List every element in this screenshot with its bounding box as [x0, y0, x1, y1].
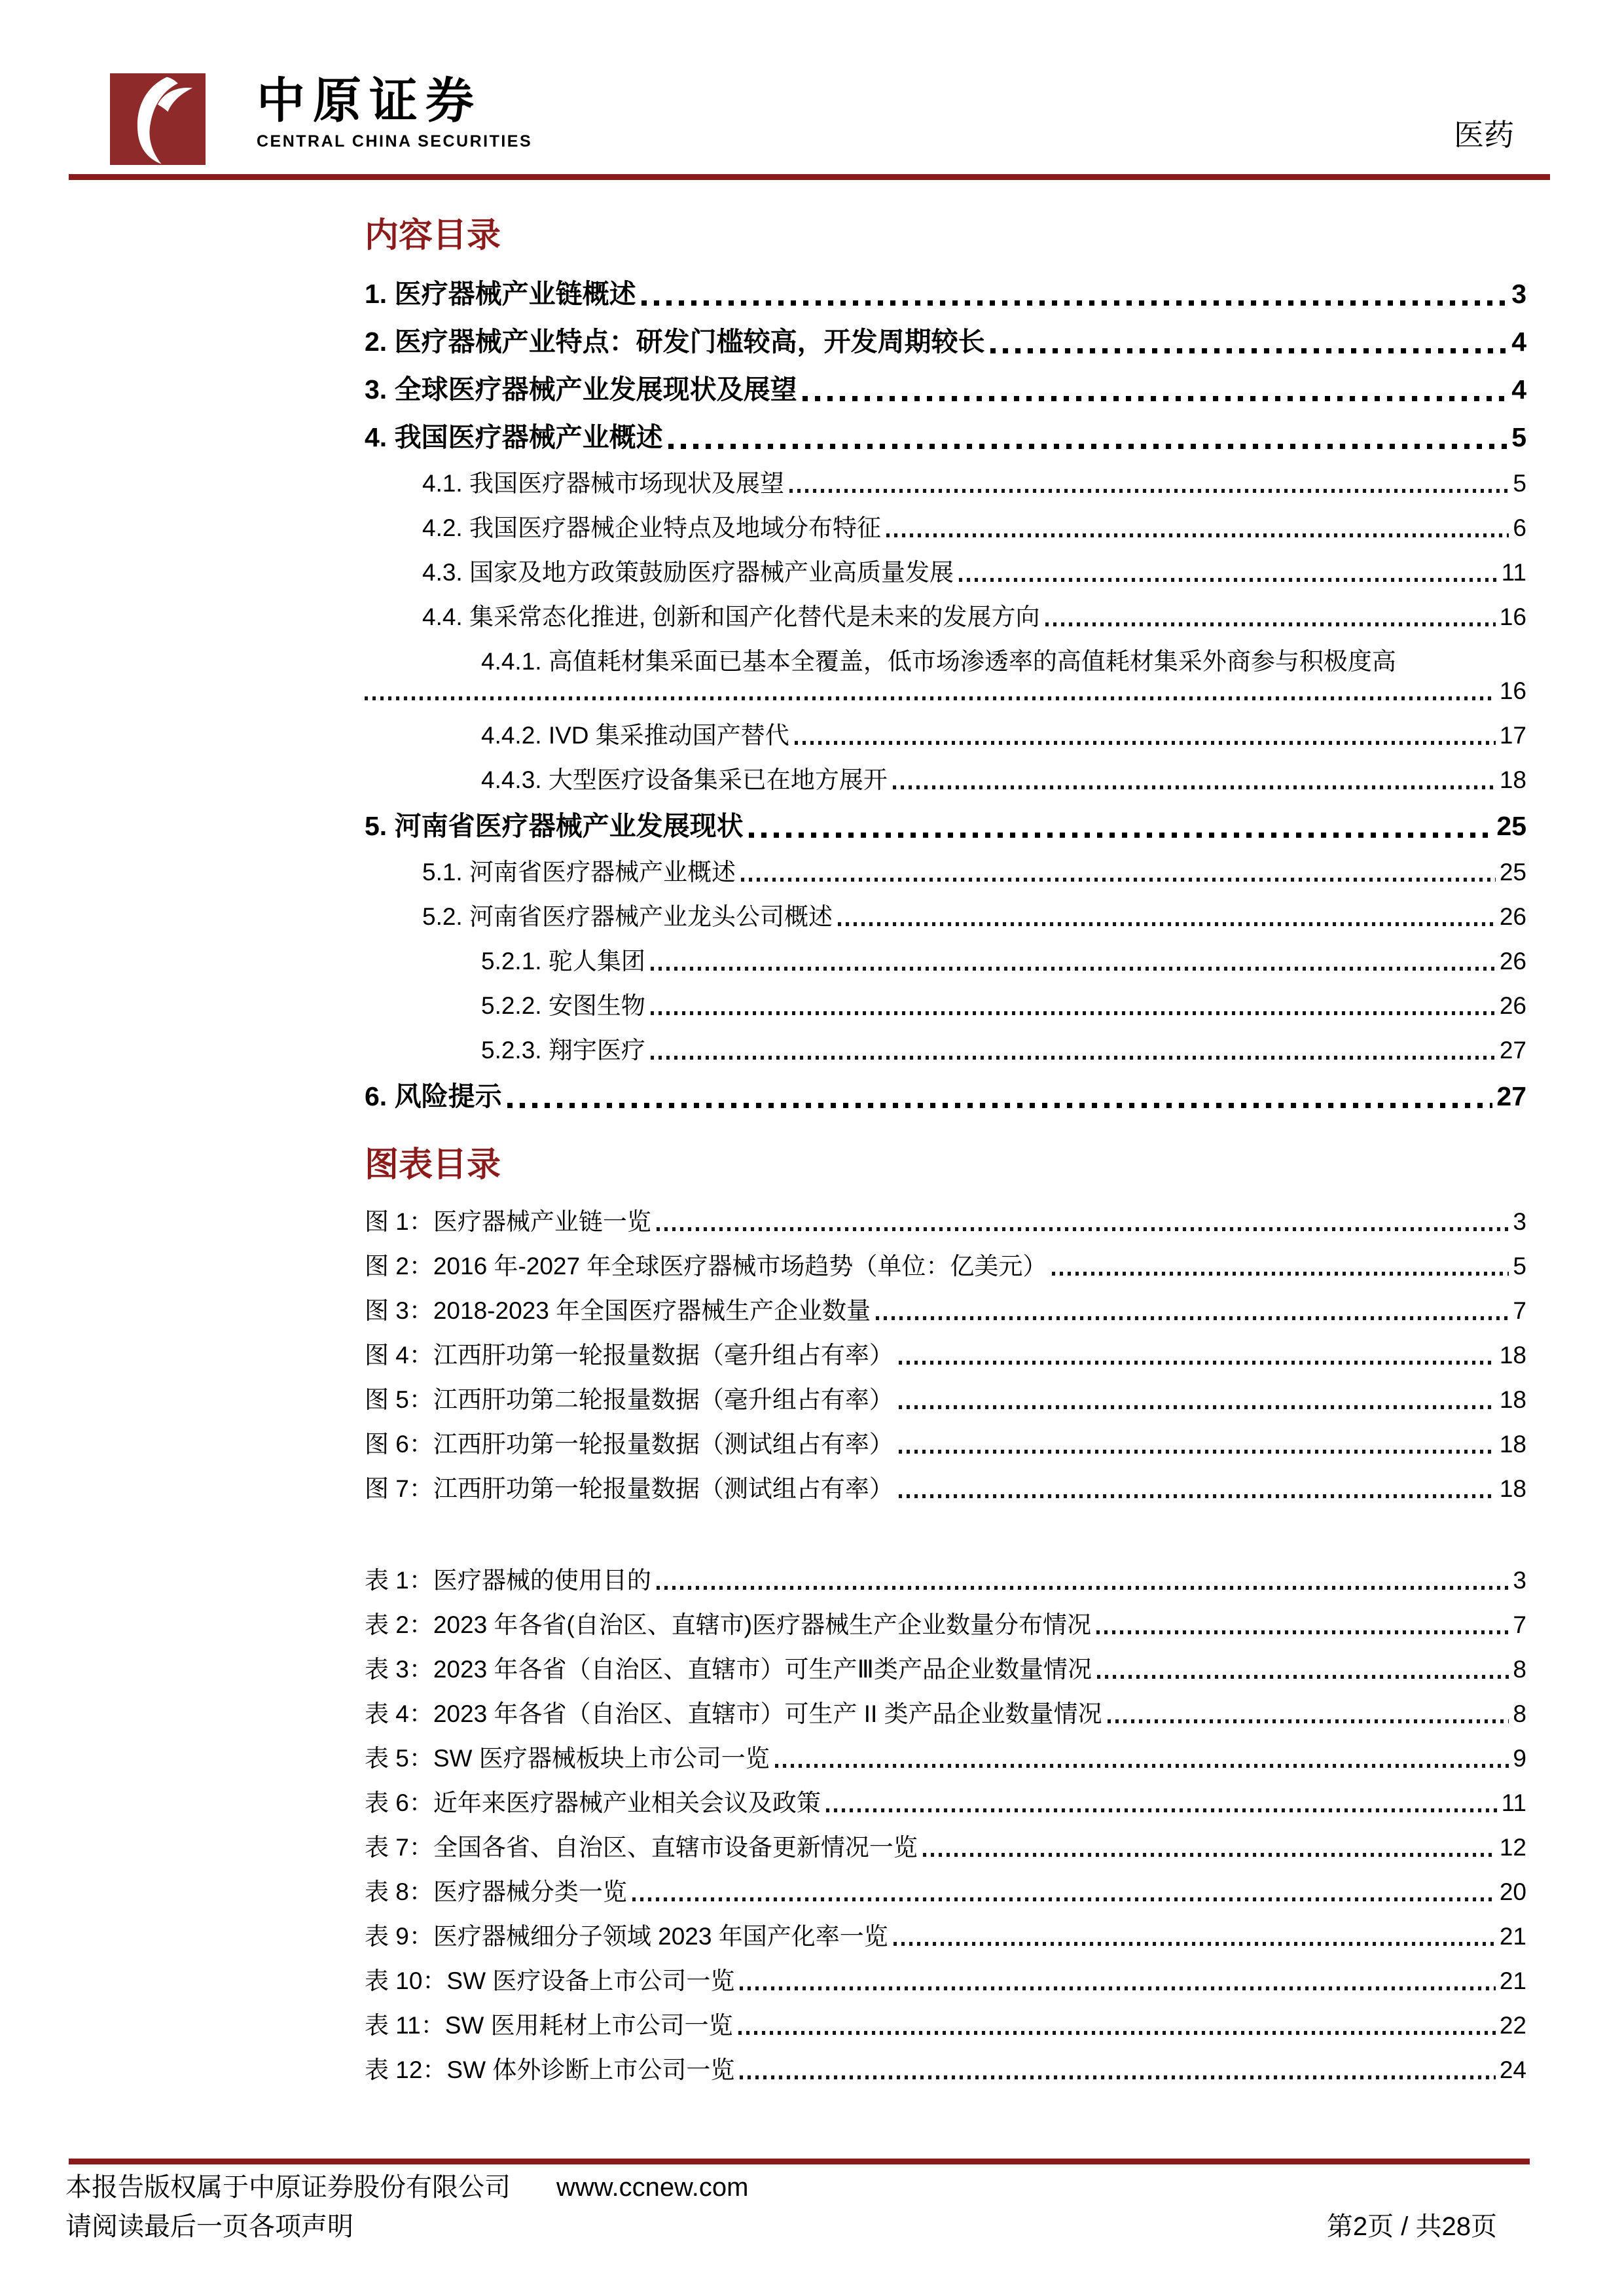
- figure-entry: [365, 1296, 1526, 1325]
- figure-entry: [365, 1251, 1526, 1281]
- table-entry: [365, 2011, 1526, 2040]
- figure-entry: [365, 1385, 1526, 1414]
- toc-entry-label: 4.4.2. IVD 集采推动国产替代: [481, 722, 789, 749]
- dot-leader: [959, 578, 1498, 582]
- toc-entry: [365, 278, 1526, 310]
- table-entry-page: 7: [1513, 1611, 1526, 1638]
- toc-entry: [365, 558, 1526, 587]
- table-entry-label: 表 12：SW 体外诊断上市公司一览: [365, 2056, 735, 2083]
- footer-left-block: [65, 2170, 748, 2244]
- toc-entry-page: 4: [1511, 374, 1526, 404]
- dot-leader: [740, 2075, 1496, 2079]
- dot-leader: [990, 348, 1508, 353]
- toc-entry: [365, 325, 1526, 358]
- dot-leader: [657, 1227, 1509, 1231]
- dot-leader: [741, 878, 1496, 882]
- figure-entry-page: 5: [1513, 1253, 1526, 1280]
- toc-entry-label: 4.4.1. 高值耗材集采面已基本全覆盖，低市场渗透率的高值耗材集采外商参与积极度高: [481, 648, 1396, 675]
- dot-leader: [775, 1764, 1509, 1768]
- table-entry-page: 8: [1513, 1700, 1526, 1727]
- toc-entry-page: 11: [1501, 559, 1526, 586]
- toc-entry-label: 5.2.2. 安图生物: [481, 992, 645, 1019]
- table-entry: [365, 1566, 1526, 1595]
- dot-leader: [899, 1494, 1496, 1498]
- table-entry-label: 表 9：医疗器械细分子领域 2023 年国产化率一览: [365, 1923, 888, 1950]
- phoenix-flame-icon: [110, 73, 206, 165]
- table-entry-label: 表 6：近年来医疗器械产业相关会议及政策: [365, 1789, 821, 1816]
- table-entry: [365, 1966, 1526, 1996]
- toc-entry-page: 25: [1499, 859, 1526, 886]
- toc-entry-label: 4.4. 集采常态化推进, 创新和国产化替代是未来的发展方向: [422, 603, 1040, 630]
- toc-entry-label: 4.2. 我国医疗器械企业特点及地域分布特征: [422, 514, 881, 541]
- figure-entry-label: 图 6：江西肝功第一轮报量数据（测试组占有率）: [365, 1431, 893, 1458]
- toc-entry-page: 25: [1496, 811, 1526, 841]
- table-entry-page: 24: [1499, 2056, 1526, 2083]
- table-entry: [365, 1699, 1526, 1729]
- dot-leader: [1096, 1630, 1509, 1634]
- figure-entry-page: 18: [1499, 1386, 1526, 1413]
- figure-list: [365, 1207, 1526, 1503]
- toc-entry-label: 4.3. 国家及地方政策鼓励医疗器械产业高质量发展: [422, 559, 954, 586]
- company-logo: [110, 73, 206, 165]
- dot-leader: [893, 1942, 1496, 1946]
- figure-entry-label: 图 2：2016 年-2027 年全球医疗器械市场趋势（单位：亿美元）: [365, 1253, 1047, 1280]
- table-entry-label: 表 10：SW 医疗设备上市公司一览: [365, 1967, 735, 1994]
- dot-leader: [641, 300, 1508, 306]
- dot-leader: [899, 1405, 1496, 1409]
- table-entry: [365, 1833, 1526, 1862]
- toc-entry-page: 17: [1499, 722, 1526, 749]
- table-entry-label: 表 3：2023 年各省（自治区、直辖市）可生产Ⅲ类产品企业数量情况: [365, 1656, 1092, 1683]
- brand-name-cn: 中原证券: [257, 75, 482, 128]
- dot-leader: [651, 1056, 1496, 1060]
- figure-entry: [365, 1429, 1526, 1459]
- dot-leader: [789, 489, 1509, 493]
- toc-entry: [365, 902, 1526, 931]
- toc-entry-label: 5.2. 河南省医疗器械产业龙头公司概述: [422, 903, 833, 930]
- table-entry-page: 21: [1499, 1967, 1526, 1994]
- table-entry-label: 表 7：全国各省、自治区、直辖市设备更新情况一览: [365, 1834, 918, 1861]
- toc-entry-label: 3. 全球医疗器械产业发展现状及展望: [365, 374, 797, 404]
- dot-leader: [893, 785, 1496, 789]
- toc-entry-label: 5. 河南省医疗器械产业发展现状: [365, 811, 744, 841]
- table-entry: [365, 1610, 1526, 1640]
- dot-leader: [1108, 1719, 1509, 1723]
- dot-leader: [632, 1897, 1496, 1901]
- dot-leader: [657, 1586, 1509, 1590]
- toc-entry: [365, 602, 1526, 632]
- toc-entry-page: 27: [1496, 1081, 1526, 1111]
- figure-entry-label: 图 3：2018-2023 年全国医疗器械生产企业数量: [365, 1297, 871, 1324]
- toc-entry-page: 5: [1513, 470, 1526, 497]
- toc-entry: [365, 373, 1526, 406]
- dot-leader: [651, 1011, 1496, 1015]
- toc-entry-label: 1. 医疗器械产业链概述: [365, 279, 636, 309]
- table-entry-page: 8: [1513, 1656, 1526, 1683]
- toc-entry: [365, 647, 1526, 706]
- dot-leader: [749, 833, 1493, 838]
- table-entry-page: 20: [1499, 1878, 1526, 1905]
- toc-entry: [365, 1035, 1526, 1065]
- toc-entry: [365, 857, 1526, 887]
- toc-entry-page: 18: [1499, 766, 1526, 793]
- toc-entry: [365, 991, 1526, 1020]
- dot-leader: [365, 696, 1496, 700]
- dot-leader: [507, 1103, 1493, 1108]
- dot-leader: [826, 1808, 1498, 1812]
- toc-entry-page: 26: [1499, 948, 1526, 975]
- brand-block: [257, 76, 532, 151]
- toc-entry: [365, 721, 1526, 750]
- dot-leader: [923, 1853, 1496, 1857]
- dot-leader: [886, 533, 1509, 537]
- toc-entry-label: 2. 医疗器械产业特点：研发门槛较高，开发周期较长: [365, 327, 985, 357]
- toc-entry: [365, 421, 1526, 454]
- toc-entry-label: 5.2.1. 驼人集团: [481, 948, 645, 975]
- table-entry-page: 21: [1499, 1923, 1526, 1950]
- table-entry-label: 表 11：SW 医用耗材上市公司一览: [365, 2012, 733, 2039]
- figure-entry-page: 18: [1499, 1431, 1526, 1458]
- figures-section-title: 图表目录: [365, 1147, 501, 1184]
- footer-divider: [69, 2159, 1530, 2164]
- table-entry-page: 9: [1513, 1745, 1526, 1772]
- dot-leader: [1045, 622, 1496, 626]
- toc-list: [365, 278, 1526, 1113]
- toc-entry: [365, 946, 1526, 976]
- figure-entry-label: 图 5：江西肝功第二轮报量数据（毫升组占有率）: [365, 1386, 893, 1413]
- toc-entry-label: 5.2.3. 翔宇医疗: [481, 1037, 645, 1064]
- table-list: [365, 1566, 1526, 2085]
- footer-copyright-line: [65, 2170, 748, 2204]
- table-entry-label: 表 8：医疗器械分类一览: [365, 1878, 627, 1905]
- brand-name-en: CENTRAL CHINA SECURITIES: [257, 132, 533, 151]
- footer-copyright-text: 本报告版权属于中原证券股份有限公司: [65, 2172, 511, 2202]
- dot-leader: [899, 1450, 1496, 1454]
- industry-category-label: 医药: [1454, 118, 1514, 152]
- table-entry: [365, 2055, 1526, 2085]
- toc-entry-page: 26: [1499, 903, 1526, 930]
- footer-url-link[interactable]: www.ccnew.com: [556, 2173, 749, 2202]
- figures-tables-gap: [365, 1518, 1526, 1566]
- dot-leader: [740, 1986, 1496, 1990]
- dot-leader: [651, 967, 1496, 971]
- toc-entry: [365, 513, 1526, 543]
- table-entry: [365, 1788, 1526, 1818]
- toc-entry-page: 16: [1499, 603, 1526, 630]
- toc-section-title: 内容目录: [365, 217, 501, 255]
- toc-entry-label: 4.4.3. 大型医疗设备集采已在地方展开: [481, 766, 888, 793]
- figure-entry-label: 图 1：医疗器械产业链一览: [365, 1208, 651, 1235]
- table-entry-page: 3: [1513, 1567, 1526, 1594]
- toc-entry: [365, 1080, 1526, 1113]
- toc-entry-page: 26: [1499, 992, 1526, 1019]
- dot-leader: [738, 2031, 1496, 2035]
- dot-leader: [1097, 1675, 1509, 1679]
- dot-leader: [668, 444, 1508, 449]
- table-entry-label: 表 4：2023 年各省（自治区、直辖市）可生产 II 类产品企业数量情况: [365, 1700, 1102, 1727]
- table-entry-label: 表 1：医疗器械的使用目的: [365, 1567, 651, 1594]
- toc-entry-label: 6. 风险提示: [365, 1081, 502, 1111]
- toc-entry-label: 4.1. 我国医疗器械市场现状及展望: [422, 470, 784, 497]
- toc-entry-page: 27: [1499, 1037, 1526, 1064]
- toc-entry-label: 4. 我国医疗器械产业概述: [365, 422, 663, 452]
- figure-entry: [365, 1340, 1526, 1370]
- footer-disclaimer-text: 请阅读最后一页各项声明: [65, 2212, 353, 2241]
- page-number-indicator: 第2页 / 共28页: [1326, 2212, 1497, 2241]
- toc-entry-page: 6: [1513, 514, 1526, 541]
- figure-entry: [365, 1474, 1526, 1503]
- toc-entry-page: 16: [1499, 677, 1526, 704]
- figure-entry-page: 3: [1513, 1208, 1526, 1235]
- content-column: [365, 217, 1526, 2100]
- dot-leader: [899, 1361, 1496, 1365]
- figure-entry-label: 图 4：江西肝功第一轮报量数据（毫升组占有率）: [365, 1342, 893, 1369]
- figure-entry: [365, 1207, 1526, 1236]
- table-entry-page: 11: [1501, 1789, 1526, 1816]
- table-entry-label: 表 2：2023 年各省(自治区、直辖市)医疗器械生产企业数量分布情况: [365, 1611, 1092, 1638]
- dot-leader: [803, 396, 1508, 401]
- figure-entry-page: 18: [1499, 1475, 1526, 1502]
- figure-entry-page: 7: [1513, 1297, 1526, 1324]
- dot-leader: [838, 922, 1496, 926]
- table-entry: [365, 1655, 1526, 1684]
- table-entry-page: 12: [1499, 1834, 1526, 1861]
- header-divider: [69, 174, 1550, 180]
- toc-entry: [365, 469, 1526, 498]
- table-entry-label: 表 5：SW 医疗器械板块上市公司一览: [365, 1745, 770, 1772]
- toc-entry-page: 3: [1511, 279, 1526, 309]
- toc-entry: [365, 765, 1526, 795]
- figure-entry-label: 图 7：江西肝功第一轮报量数据（测试组占有率）: [365, 1475, 893, 1502]
- figure-entry-page: 18: [1499, 1342, 1526, 1369]
- table-entry: [365, 1744, 1526, 1773]
- dot-leader: [876, 1316, 1509, 1320]
- dot-leader: [1052, 1272, 1509, 1276]
- toc-entry-page: 4: [1511, 327, 1526, 357]
- toc-entry-page: 5: [1511, 422, 1526, 452]
- toc-entry: [365, 810, 1526, 842]
- table-entry: [365, 1877, 1526, 1907]
- table-entry: [365, 1922, 1526, 1951]
- dot-leader: [795, 741, 1496, 745]
- table-entry-page: 22: [1499, 2012, 1526, 2039]
- toc-entry-label: 5.1. 河南省医疗器械产业概述: [422, 859, 736, 886]
